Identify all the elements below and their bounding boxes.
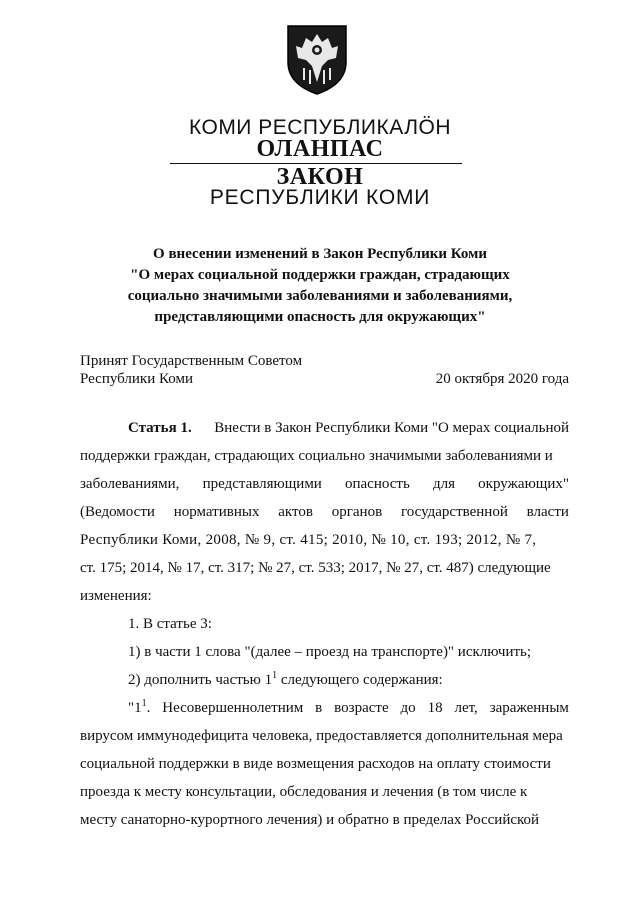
article-line-justified bbox=[80, 502, 569, 522]
law-title-line: представляющими опасность для окружающих" bbox=[154, 309, 486, 325]
word: . bbox=[146, 700, 151, 716]
superscript: 1 bbox=[141, 698, 147, 709]
item-line bbox=[80, 670, 569, 690]
word: окружающих" bbox=[478, 476, 569, 492]
paragraph-line: проезда к месту консультации, обследования и лечения (в том числе к bbox=[80, 784, 528, 800]
paragraph-line: вирусом иммунодефицита человека, предоставляется дополнительная мера bbox=[80, 728, 563, 744]
item-line: 1. В статье 3: bbox=[128, 616, 212, 632]
word: возрасте bbox=[334, 700, 389, 716]
word: до bbox=[400, 700, 416, 716]
word: (Ведомости bbox=[80, 504, 155, 520]
item-text: следующего содержания: bbox=[277, 672, 443, 688]
word: актов bbox=[278, 504, 313, 520]
article-line-text: Внести в Закон Республики Коми "О мерах социальной bbox=[214, 420, 569, 436]
word: для bbox=[432, 476, 455, 492]
word: опасность bbox=[345, 476, 410, 492]
item-text: 2) дополнить частью 1 bbox=[128, 672, 273, 688]
article-line-justified bbox=[80, 474, 569, 494]
article-line: ст. 175; 2014, № 17, ст. 317; № 27, ст. 533; 2017, № 27, ст. 487) следующие bbox=[80, 560, 551, 576]
word: 18 bbox=[427, 700, 443, 716]
word: зараженным bbox=[489, 700, 569, 716]
law-title-line: "О мерах социальной поддержки граждан, страдающих bbox=[130, 267, 510, 283]
paragraph-line: месту санаторно-курортного лечения) и обратно в пределах Российской bbox=[80, 812, 540, 828]
law-title-line: О внесении изменений в Закон Республики Коми bbox=[153, 246, 487, 262]
word bbox=[128, 698, 150, 718]
superscript: 1 bbox=[272, 670, 278, 681]
law-title bbox=[60, 244, 580, 328]
article-line: Республики Коми, 2008, № 9, ст. 415; 2010, № 10, ст. 193; 2012, № 7, bbox=[80, 532, 537, 548]
word: заболеваниями, bbox=[80, 476, 180, 492]
word: органов bbox=[331, 504, 383, 520]
coat-of-arms-emblem bbox=[284, 22, 350, 96]
adoption-line: Республики Коми bbox=[80, 371, 193, 387]
word: представляющими bbox=[202, 476, 322, 492]
word: власти bbox=[526, 504, 569, 520]
item-line: 1) в части 1 слова "(далее – проезд на транспорте)" исключить; bbox=[128, 644, 532, 660]
word: Несовершеннолетним bbox=[162, 700, 304, 716]
word: нормативных bbox=[173, 504, 260, 520]
quote-line-justified bbox=[80, 698, 569, 718]
adoption-line: Принят Государственным Советом bbox=[80, 353, 303, 369]
adoption-date: 20 октября 2020 года bbox=[435, 371, 569, 387]
article-line: поддержки граждан, страдающих социально значимыми заболеваниями и bbox=[80, 448, 553, 464]
word: государственной bbox=[400, 504, 508, 520]
header-line-republic: РЕСПУБЛИКИ КОМИ bbox=[209, 186, 431, 209]
adoption-statement bbox=[80, 352, 302, 388]
article-line bbox=[80, 418, 569, 438]
paragraph-line: социальной поддержки в виде возмещения расходов на оплату стоимости bbox=[80, 756, 551, 772]
header-line-olanpas: ОЛАНПАС bbox=[256, 136, 384, 162]
word: лет, bbox=[454, 700, 478, 716]
word: в bbox=[315, 700, 323, 716]
quote-open: "1 bbox=[128, 700, 142, 716]
header-line-komi: КОМИ РЕСПУБЛИКАЛÖН bbox=[188, 116, 451, 139]
article-line: изменения: bbox=[80, 588, 152, 604]
law-title-line: социально значимыми заболеваниями и заболеваниями, bbox=[127, 288, 513, 304]
header-line-zakon: ЗАКОН bbox=[276, 164, 364, 190]
article-label: Статья 1. bbox=[128, 420, 192, 436]
